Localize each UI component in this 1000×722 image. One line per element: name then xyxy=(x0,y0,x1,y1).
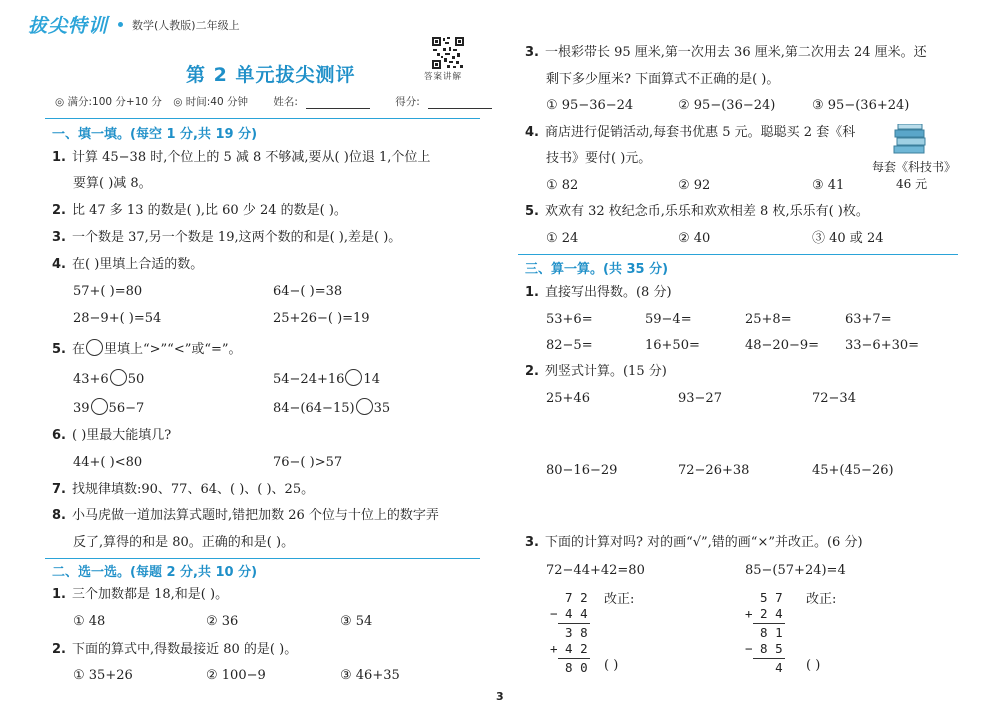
s1-q6-item: 44+( )<80 xyxy=(73,455,143,470)
vcalc-row: 7 2 xyxy=(550,590,588,605)
vertical-calc-item: 72−34 xyxy=(812,391,856,406)
s1-q5-item: 54−24+16 14 xyxy=(273,369,380,388)
qnum: 4. xyxy=(52,257,66,272)
full-score: ◎ 满分:100 分+10 分 xyxy=(55,96,162,108)
s1-q2 xyxy=(52,203,347,219)
book-price: 46 元 xyxy=(896,177,928,191)
option[interactable]: ③ 95−(36+24) xyxy=(812,98,910,113)
vcalc-row: − 4 4 xyxy=(550,606,588,621)
q-text: 找规律填数:90、77、64、( )、( )、25。 xyxy=(71,482,315,497)
s2-q2 xyxy=(52,642,297,658)
vcalc-row: + 4 2 xyxy=(550,641,588,656)
name-field[interactable] xyxy=(306,97,370,109)
q-text: 在( )里填上合适的数。 xyxy=(71,257,204,272)
calc-item: 25+8= xyxy=(745,312,792,327)
time-limit: ◎ 时间:40 分钟 xyxy=(173,96,249,108)
qnum: 5. xyxy=(525,204,539,219)
calc-item: 48−20−9= xyxy=(745,338,820,353)
q-text: 计算 45−38 时,个位上的 5 减 8 不够减,要从( )位退 1,个位上 xyxy=(71,150,431,165)
name-label: 姓名: xyxy=(273,96,298,108)
q-text: 商店进行促销活动,每套书优惠 5 元。聪聪买 2 套《科 xyxy=(544,125,856,140)
section2-divider xyxy=(45,558,480,559)
q-text: 下面的算式中,得数最接近 80 的是( )。 xyxy=(71,642,298,657)
option[interactable]: ① 35+26 xyxy=(73,668,133,683)
qnum: 1. xyxy=(525,285,539,300)
s1-q4-item: 28−9+( )=54 xyxy=(73,311,162,326)
section1-title: 一、填一填。(每空 1 分,共 19 分) xyxy=(52,127,258,142)
q-text: 欢欢有 32 枚纪念币,乐乐和欢欢相差 8 枚,乐乐有( )枚。 xyxy=(544,204,869,219)
score-field[interactable] xyxy=(428,97,492,109)
q-text: 在 xyxy=(71,342,85,357)
qnum: 1. xyxy=(52,150,66,165)
compare-circle[interactable] xyxy=(345,369,362,386)
vcalc-row: 8 0 xyxy=(550,660,588,675)
vcalc-row: 3 8 xyxy=(550,625,588,640)
option[interactable]: ② 100−9 xyxy=(206,668,266,683)
s1-q4-item: 25+26−( )=19 xyxy=(273,311,370,326)
option[interactable]: ② 95−(36−24) xyxy=(678,98,776,113)
qnum: 7. xyxy=(52,482,66,497)
vertical-calc-item: 25+46 xyxy=(546,391,590,406)
vcalc-row: 5 7 xyxy=(745,590,783,605)
option[interactable]: ① 82 xyxy=(546,178,579,193)
s3-q3 xyxy=(525,535,863,551)
s1-q4 xyxy=(52,257,203,273)
calc-item: 53+6= xyxy=(546,312,593,327)
answer-paren[interactable]: ( ) xyxy=(806,658,821,673)
s1-q3 xyxy=(52,230,401,246)
q-text: 直接写出得数。(8 分) xyxy=(544,285,672,300)
s1-q5-item: 84−(64−15) 35 xyxy=(273,398,390,417)
brand-logo: 拔尖特训 xyxy=(28,15,109,37)
calc-item: 33−6+30= xyxy=(845,338,920,353)
brand-dot xyxy=(118,22,123,27)
s1-q7 xyxy=(52,482,314,498)
calc-item: 63+7= xyxy=(845,312,892,327)
q-text: ( )里最大能填几? xyxy=(71,428,172,443)
compare-circle[interactable] xyxy=(91,398,108,415)
qnum: 4. xyxy=(525,125,539,140)
vcalc-line xyxy=(558,658,590,659)
option[interactable]: ② 40 xyxy=(678,231,711,246)
s2-q3-line2: 剩下多少厘米? 下面算式不正确的是( )。 xyxy=(546,72,780,87)
section1-divider xyxy=(45,118,480,119)
s1-q5-item: 43+6 50 xyxy=(73,369,144,388)
qnum: 2. xyxy=(525,364,539,379)
s1-q5-item: 39 56−7 xyxy=(73,398,144,417)
s1-q6 xyxy=(52,428,171,444)
vcalc-row: 8 1 xyxy=(745,625,783,640)
q-text: 下面的计算对吗? 对的画“√”,错的画“×”并改正。(6 分) xyxy=(544,535,863,550)
vcalc-line xyxy=(753,623,785,624)
calc-item: 59−4= xyxy=(645,312,692,327)
score-label: 得分: xyxy=(395,96,420,108)
s2-q3 xyxy=(525,45,927,61)
exam-info xyxy=(55,94,500,109)
qr-code-icon[interactable] xyxy=(431,36,465,70)
option[interactable]: ① 95−36−24 xyxy=(546,98,634,113)
s1-q4-item: 57+( )=80 xyxy=(73,284,143,299)
vcalc-line xyxy=(753,658,785,659)
vertical-calc-item: 80−16−29 xyxy=(546,463,618,478)
fix-label: 改正: xyxy=(604,592,635,607)
book-caption: 每套《科技书》 xyxy=(872,160,957,174)
option[interactable]: ③ 46+35 xyxy=(340,668,400,683)
option[interactable]: ③ 41 xyxy=(812,178,845,193)
qnum: 2. xyxy=(52,203,66,218)
subject-label: 数学(人教版)二年级上 xyxy=(132,19,240,32)
section3-title: 三、算一算。(共 35 分) xyxy=(525,262,669,277)
vertical-calc-item: 93−27 xyxy=(678,391,722,406)
s1-q5 xyxy=(52,339,242,358)
page-number: 3 xyxy=(496,690,504,703)
check-expr: 85−(57+24)=4 xyxy=(745,563,846,578)
compare-circle[interactable] xyxy=(110,369,127,386)
qnum: 3. xyxy=(525,45,539,60)
q-text: 一根彩带长 95 厘米,第一次用去 36 厘米,第二次用去 24 厘米。还 xyxy=(544,45,927,60)
vcalc-row: + 2 4 xyxy=(745,606,783,621)
q-text: 比 47 多 13 的数是( ),比 60 少 24 的数是( )。 xyxy=(71,203,347,218)
vcalc-line xyxy=(558,623,590,624)
option[interactable]: ② 36 xyxy=(206,614,239,629)
calc-item: 82−5= xyxy=(546,338,593,353)
s1-q1 xyxy=(52,150,430,166)
vcalc-row: − 8 5 xyxy=(745,641,783,656)
fix-label: 改正: xyxy=(806,592,837,607)
option[interactable]: ① 48 xyxy=(73,614,106,629)
q-text: 一个数是 37,另一个数是 19,这两个数的和是( ),差是( )。 xyxy=(71,230,402,245)
qnum: 3. xyxy=(525,535,539,550)
section3-divider xyxy=(518,254,958,255)
qnum: 1. xyxy=(52,587,66,602)
vcalc-row: 4 xyxy=(745,660,783,675)
s2-q5 xyxy=(525,204,869,220)
q-text: 三个加数都是 18,和是( )。 xyxy=(71,587,229,602)
option[interactable]: ① 24 xyxy=(546,231,579,246)
page-title: 第 2 单元拔尖测评 xyxy=(186,64,356,86)
compare-circle[interactable] xyxy=(356,398,373,415)
s1-q6-item: 76−( )>57 xyxy=(273,455,343,470)
s1-q8-line2: 反了,算得的和是 80。正确的和是( )。 xyxy=(73,535,295,550)
section2-title: 二、选一选。(每题 2 分,共 10 分) xyxy=(52,565,258,580)
s2-q1 xyxy=(52,587,228,603)
vertical-calc-item: 72−26+38 xyxy=(678,463,750,478)
s2-q4-line2: 技书》要付( )元。 xyxy=(546,151,652,166)
option[interactable]: ② 92 xyxy=(678,178,711,193)
compare-circle[interactable] xyxy=(86,339,103,356)
qr-label: 答案讲解 xyxy=(424,72,463,82)
q-text: 列竖式计算。(15 分) xyxy=(544,364,667,379)
qnum: 8. xyxy=(52,508,66,523)
option[interactable]: ③ 54 xyxy=(340,614,373,629)
s1-q1-line2: 要算( )减 8。 xyxy=(73,176,152,191)
calc-item: 16+50= xyxy=(645,338,700,353)
s1-q8 xyxy=(52,508,439,524)
s2-q4 xyxy=(525,125,855,141)
q-text: 里填上“>”“<”或“=”。 xyxy=(104,342,242,357)
answer-paren[interactable]: ( ) xyxy=(604,658,619,673)
qnum: 2. xyxy=(52,642,66,657)
s3-q2 xyxy=(525,364,667,380)
option[interactable]: ③ 40 或 24 xyxy=(812,231,884,246)
s1-q4-item: 64−( )=38 xyxy=(273,284,343,299)
q-text: 小马虎做一道加法算式题时,错把加数 26 个位与十位上的数字弄 xyxy=(71,508,439,523)
qnum: 3. xyxy=(52,230,66,245)
qnum: 6. xyxy=(52,428,66,443)
vertical-calc-item: 45+(45−26) xyxy=(812,463,894,478)
check-expr: 72−44+42=80 xyxy=(546,563,645,578)
book-stack-icon xyxy=(892,124,928,156)
s3-q1 xyxy=(525,285,672,301)
qnum: 5. xyxy=(52,342,66,357)
